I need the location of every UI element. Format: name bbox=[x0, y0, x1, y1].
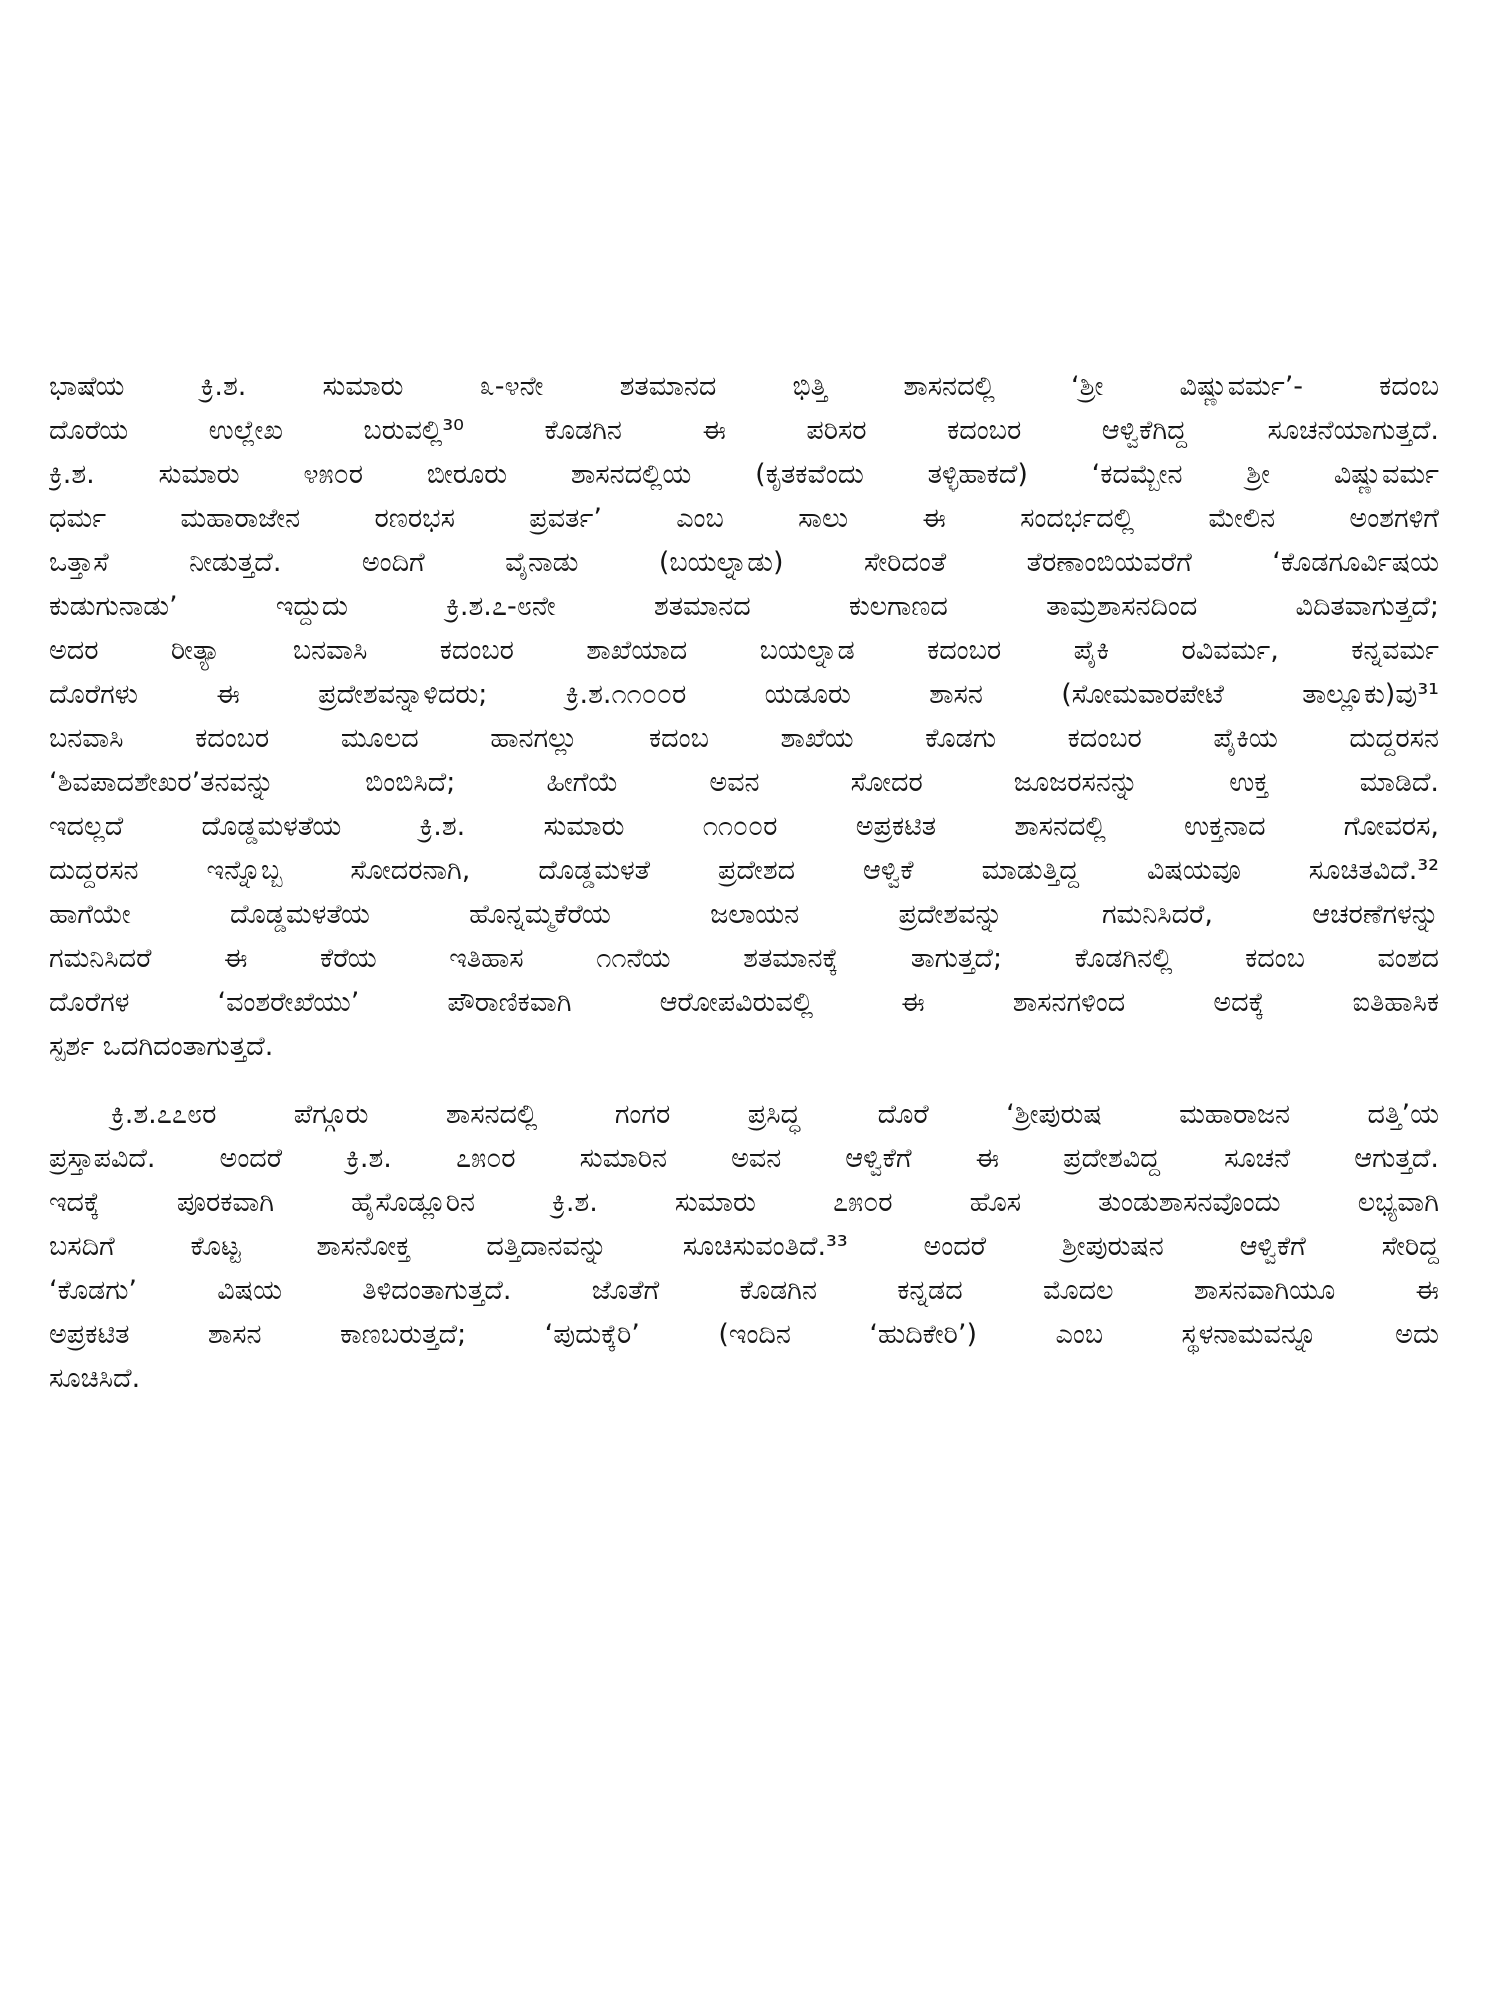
text-line: ಕುಡುಗುನಾಡು’ ಇದ್ದುದು ಕ್ರಿ.ಶ.೭-೮ನೇ ಶತಮಾನದ ಕುಲಗಾಣದ ತಾಮ್ರಶಾಸನದಿಂದ ವಿದಿತವಾಗುತ್ತದೆ; bbox=[49, 591, 1439, 622]
text-line: ದೊರೆಗಳು ಈ ಪ್ರದೇಶವನ್ನಾಳಿದರು; ಕ್ರಿ.ಶ.೧೧೦೦ರ ಯಡೂರು ಶಾಸನ (ಸೋಮವಾರಪೇಟೆ ತಾಲ್ಲೂಕು)ವು³¹ bbox=[49, 679, 1439, 710]
text-line: ಪ್ರಸ್ತಾಪವಿದೆ. ಅಂದರೆ ಕ್ರಿ.ಶ. ೭೫೦ರ ಸುಮಾರಿನ ಅವನ ಆಳ್ವಿಕೆಗೆ ಈ ಪ್ರದೇಶವಿದ್ದ ಸೂಚನೆ ಆಗುತ್ತದೆ. bbox=[49, 1143, 1439, 1174]
text-line: ‘ಶಿವಪಾದಶೇಖರ’ತನವನ್ನು ಬಿಂಬಿಸಿದೆ; ಹೀಗೆಯೆ ಅವನ ಸೋದರ ಜೂಜರಸನನ್ನು ಉಕ್ತ ಮಾಡಿದೆ. bbox=[49, 767, 1439, 798]
text-line: ಇದಲ್ಲದೆ ದೊಡ್ಡಮಳತೆಯ ಕ್ರಿ.ಶ. ಸುಮಾರು ೧೧೦೦ರ ಅಪ್ರಕಟಿತ ಶಾಸನದಲ್ಲಿ ಉಕ್ತನಾದ ಗೋವರಸ, bbox=[49, 811, 1439, 842]
text-line: ಕ್ರಿ.ಶ.೭೭೮ರ ಪೆಗ್ಗೂರು ಶಾಸನದಲ್ಲಿ ಗಂಗರ ಪ್ರಸಿದ್ಧ ದೊರೆ ‘ಶ್ರೀಪುರುಷ ಮಹಾರಾಜನ ದತ್ತಿ’ಯ bbox=[111, 1099, 1439, 1130]
text-line: ದುದ್ದರಸನ ಇನ್ನೊಬ್ಬ ಸೋದರನಾಗಿ, ದೊಡ್ಡಮಳತೆ ಪ್ರದೇಶದ ಆಳ್ವಿಕೆ ಮಾಡುತ್ತಿದ್ದ ವಿಷಯವೂ ಸೂಚಿತವಿದೆ.³² bbox=[49, 855, 1439, 886]
text-line: ಅದರ ರೀತ್ಯಾ ಬನವಾಸಿ ಕದಂಬರ ಶಾಖೆಯಾದ ಬಯಲ್ನಾಡ ಕದಂಬರ ಪೈಕಿ ರವಿವರ್ಮ, ಕನ್ನವರ್ಮ bbox=[49, 635, 1439, 666]
text-line: ದೊರೆಗಳ ‘ವಂಶರೇಖೆಯು’ ಪೌರಾಣಿಕವಾಗಿ ಆರೋಪವಿರುವಲ್ಲಿ ಈ ಶಾಸನಗಳಿಂದ ಅದಕ್ಕೆ ಐತಿಹಾಸಿಕ bbox=[49, 987, 1439, 1018]
text-line: ‘ಕೊಡಗು’ ವಿಷಯ ತಿಳಿದಂತಾಗುತ್ತದೆ. ಜೊತೆಗೆ ಕೊಡಗಿನ ಕನ್ನಡದ ಮೊದಲ ಶಾಸನವಾಗಿಯೂ ಈ bbox=[49, 1275, 1439, 1306]
text-line: ಕ್ರಿ.ಶ. ಸುಮಾರು ೪೫೦ರ ಬೀರೂರು ಶಾಸನದಲ್ಲಿಯ (ಕೃತಕವೆಂದು ತಳ್ಳಿಹಾಕದೆ) ‘ಕದಮ್ಬೇನ ಶ್ರೀ ವಿಷ್ಣುವರ್ಮ bbox=[49, 459, 1439, 490]
text-line: ಇದಕ್ಕೆ ಪೂರಕವಾಗಿ ಹೈಸೊಡ್ಲೂರಿನ ಕ್ರಿ.ಶ. ಸುಮಾರು ೭೫೦ರ ಹೊಸ ತುಂಡುಶಾಸನವೊಂದು ಲಭ್ಯವಾಗಿ bbox=[49, 1187, 1439, 1218]
text-line: ಹಾಗೆಯೇ ದೊಡ್ಡಮಳತೆಯ ಹೊನ್ನಮ್ಮಕೆರೆಯ ಜಲಾಯನ ಪ್ರದೇಶವನ್ನು ಗಮನಿಸಿದರೆ, ಆಚರಣೆಗಳನ್ನು bbox=[49, 899, 1439, 930]
paragraph-1 bbox=[49, 365, 1439, 1069]
text-line: ದೊರೆಯ ಉಲ್ಲೇಖ ಬರುವಲ್ಲಿ³⁰ ಕೊಡಗಿನ ಈ ಪರಿಸರ ಕದಂಬರ ಆಳ್ವಿಕೆಗಿದ್ದ ಸೂಚನೆಯಾಗುತ್ತದೆ. bbox=[49, 415, 1439, 446]
text-line: ಸೂಚಿಸಿದೆ. bbox=[49, 1363, 141, 1394]
text-line: ಧರ್ಮ ಮಹಾರಾಜೇನ ರಣರಭಸ ಪ್ರವರ್ತ’ ಎಂಬ ಸಾಲು ಈ ಸಂದರ್ಭದಲ್ಲಿ ಮೇಲಿನ ಅಂಶಗಳಿಗೆ bbox=[49, 503, 1439, 534]
text-line: ಗಮನಿಸಿದರೆ ಈ ಕೆರೆಯ ಇತಿಹಾಸ ೧೧ನೆಯ ಶತಮಾನಕ್ಕೆ ತಾಗುತ್ತದೆ; ಕೊಡಗಿನಲ್ಲಿ ಕದಂಬ ವಂಶದ bbox=[49, 943, 1439, 974]
text-line: ಅಪ್ರಕಟಿತ ಶಾಸನ ಕಾಣಬರುತ್ತದೆ; ‘ಪುದುಕ್ಕೆರಿ’ (ಇಂದಿನ ‘ಹುದಿಕೇರಿ’) ಎಂಬ ಸ್ಥಳನಾಮವನ್ನೂ ಅದು bbox=[49, 1319, 1439, 1350]
text-line: ಬನವಾಸಿ ಕದಂಬರ ಮೂಲದ ಹಾನಗಲ್ಲು ಕದಂಬ ಶಾಖೆಯ ಕೊಡಗು ಕದಂಬರ ಪೈಕಿಯ ದುದ್ದರಸನ bbox=[49, 723, 1439, 754]
text-line: ಭಾಷೆಯ ಕ್ರಿ.ಶ. ಸುಮಾರು ೩-೪ನೇ ಶತಮಾನದ ಭಿತ್ತಿ ಶಾಸನದಲ್ಲಿ ‘ಶ್ರೀ ವಿಷ್ಣುವರ್ಮ’- ಕದಂಬ bbox=[49, 371, 1439, 402]
paragraph-2 bbox=[49, 1093, 1439, 1401]
body-text bbox=[49, 365, 1439, 1401]
text-line: ಸ್ಪರ್ಶ ಒದಗಿದಂತಾಗುತ್ತದೆ. bbox=[49, 1031, 274, 1062]
text-line: ಬಸದಿಗೆ ಕೊಟ್ಟ ಶಾಸನೋಕ್ತ ದತ್ತಿದಾನವನ್ನು ಸೂಚಿಸುವಂತಿದೆ.³³ ಅಂದರೆ ಶ್ರೀಪುರುಷನ ಆಳ್ವಿಕೆಗೆ ಸೇರಿದ್ದ bbox=[49, 1231, 1439, 1262]
text-line: ಒತ್ತಾಸೆ ನೀಡುತ್ತದೆ. ಅಂದಿಗೆ ವೈನಾಡು (ಬಯಲ್ನಾಡು) ಸೇರಿದಂತೆ ತೆರಣಾಂಬಿಯವರೆಗೆ ‘ಕೊಡಗೂರ್ವಿಷಯ bbox=[49, 547, 1439, 578]
